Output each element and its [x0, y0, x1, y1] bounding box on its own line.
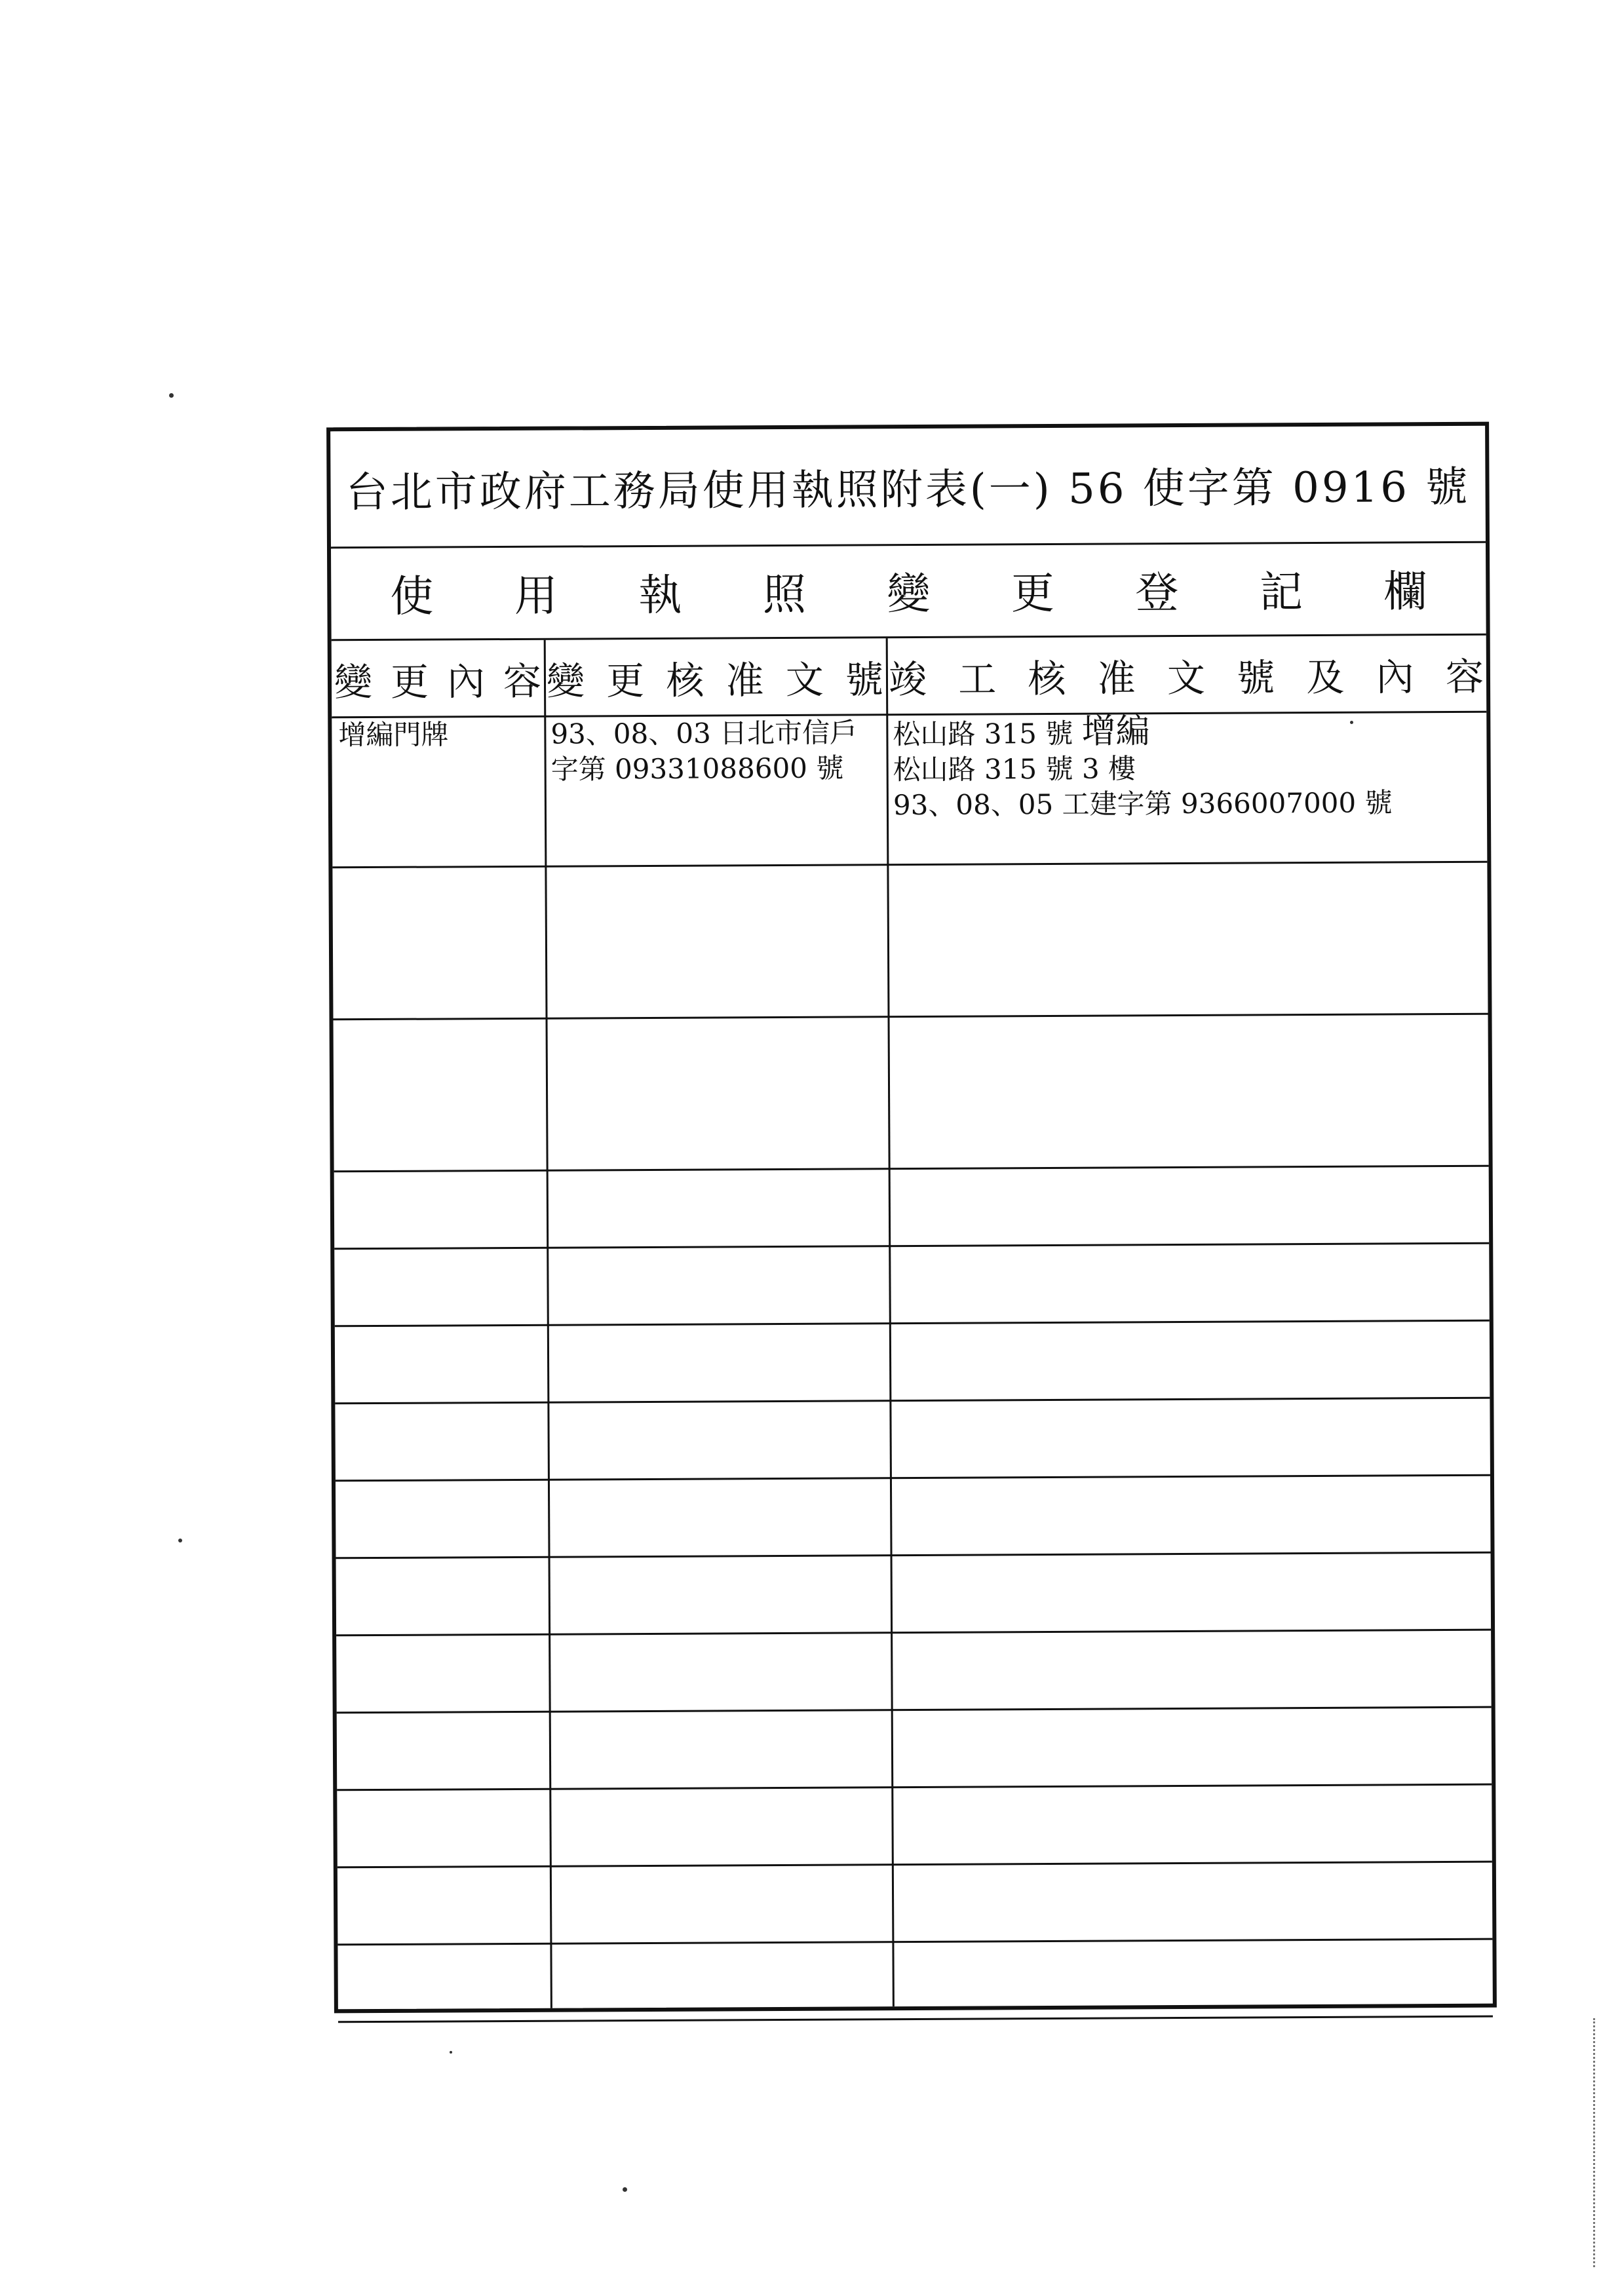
section-heading — [331, 541, 1486, 641]
header-char: 容 — [1445, 654, 1484, 699]
completion-action: 增編 — [1081, 712, 1150, 752]
section-char: 用 — [514, 570, 558, 621]
completion-approval-cell — [888, 1015, 1489, 1168]
completion-approval-cell — [889, 1244, 1490, 1322]
scan-speck — [450, 2051, 452, 2054]
table-row — [338, 2018, 1493, 2090]
header-char: 容 — [503, 659, 542, 704]
completion-line: 93、08、05 工建字第 9366007000 號 — [893, 786, 1393, 822]
scan-speck — [178, 1539, 182, 1542]
header-char: 文 — [1167, 655, 1206, 700]
change-content-cell — [338, 1945, 550, 2021]
section-char: 記 — [1259, 567, 1303, 618]
change-content-cell — [337, 1790, 550, 1867]
change-content-cell — [336, 1481, 549, 1558]
scan-speck — [169, 393, 174, 398]
header-char: 更 — [390, 659, 429, 704]
completion-approval-cell — [891, 1554, 1492, 1632]
table-row — [338, 1863, 1493, 1946]
header-char: 核 — [666, 658, 704, 703]
section-char: 照 — [762, 569, 807, 621]
table-row — [332, 863, 1488, 1021]
approval-number-cell — [547, 1324, 890, 1402]
change-content-cell — [336, 1636, 549, 1712]
table-row — [335, 1322, 1490, 1405]
approval-number-cell — [547, 1402, 890, 1479]
table-row — [336, 1554, 1492, 1637]
approval-number-cell — [550, 2020, 893, 2089]
approval-number-cell — [549, 1556, 891, 1634]
change-content-cell — [332, 868, 545, 1019]
header-char: 更 — [606, 658, 645, 703]
approval-number-cell — [547, 1170, 889, 1247]
header-char: 變 — [334, 659, 373, 704]
form-title: 台北市政府工務局使用執照附表(一) 56 使字第 0916 號 — [330, 426, 1486, 549]
change-content-cell — [334, 1172, 547, 1248]
completion-approval-cell — [887, 863, 1488, 1016]
table-row — [334, 1244, 1490, 1328]
change-content-cell — [334, 1020, 547, 1171]
section-char: 更 — [1011, 567, 1055, 619]
header-char: 竣 — [888, 657, 927, 702]
section-char: 欄 — [1383, 566, 1427, 617]
table-row — [337, 1786, 1492, 1869]
approval-number-cell — [549, 1788, 892, 1866]
table-row — [338, 1940, 1493, 2023]
approval-number-cell — [550, 1943, 893, 2020]
header-completion-approval — [886, 636, 1487, 714]
completion-line — [893, 712, 1480, 752]
completion-approval-cell — [889, 1322, 1490, 1400]
completion-line: 松山路 315 號 3 樓 — [893, 752, 1136, 786]
table-header-row — [332, 636, 1487, 719]
header-char: 變 — [546, 658, 585, 704]
table-row — [337, 1708, 1492, 1791]
section-char: 變 — [887, 568, 931, 620]
completion-approval-cell — [886, 711, 1487, 864]
completion-approval-cell — [892, 1863, 1493, 1941]
scan-speck — [1350, 721, 1353, 724]
header-char: 號 — [1236, 655, 1275, 700]
change-content-cell: 增編門牌 — [338, 718, 449, 752]
table-row — [336, 1631, 1492, 1714]
change-record-table — [332, 636, 1493, 2010]
completion-approval-cell — [891, 1631, 1492, 1709]
completion-approval-cell — [889, 1399, 1490, 1477]
section-char: 使 — [390, 571, 434, 622]
header-char: 核 — [1028, 656, 1066, 701]
header-char: 號 — [845, 657, 884, 702]
completion-approval-cell — [892, 1940, 1493, 2018]
header-char: 工 — [958, 656, 997, 702]
table-row — [336, 1476, 1491, 1559]
approval-number-cell — [548, 1479, 891, 1556]
table-row — [334, 1167, 1490, 1250]
header-char: 准 — [1097, 655, 1136, 701]
header-approval-number — [544, 638, 887, 716]
change-content-cell — [337, 1713, 550, 1789]
header-char: 內 — [1376, 654, 1414, 700]
usage-permit-form — [326, 422, 1497, 2014]
completion-address: 松山路 315 號 — [893, 717, 1082, 751]
completion-approval-cell — [891, 1708, 1492, 1786]
header-change-content — [332, 640, 545, 717]
approval-number-line: 字第 09331088600 號 — [550, 752, 844, 786]
change-content-cell — [335, 1326, 548, 1403]
header-char: 內 — [446, 659, 486, 704]
header-char: 文 — [785, 657, 824, 702]
table-row — [334, 1015, 1489, 1173]
approval-number-cell — [549, 1634, 891, 1711]
header-char: 及 — [1306, 655, 1345, 700]
approval-number-line: 93、08、03 日北市信戶 — [550, 716, 858, 750]
approval-number-cell — [546, 1018, 889, 1170]
completion-approval-cell — [893, 2018, 1493, 2087]
change-content-cell — [334, 1249, 547, 1326]
approval-number-cell — [549, 1711, 892, 1788]
completion-approval-cell — [890, 1476, 1491, 1554]
completion-approval-cell — [889, 1167, 1490, 1245]
scan-edge-mark — [1593, 2018, 1600, 2267]
change-content-cell — [335, 1404, 548, 1480]
scan-speck — [623, 2187, 627, 2192]
change-content-cell — [338, 1867, 550, 1944]
approval-number-cell — [550, 1866, 893, 1943]
section-char: 登 — [1135, 567, 1179, 619]
header-char: 准 — [725, 657, 764, 702]
change-content-cell — [336, 1558, 549, 1635]
table-row — [332, 711, 1487, 869]
approval-number-cell — [544, 714, 887, 866]
approval-number-cell — [545, 866, 887, 1018]
change-content-cell — [338, 2022, 550, 2090]
approval-number-cell — [547, 1247, 889, 1324]
table-row — [335, 1399, 1490, 1482]
section-char: 執 — [638, 569, 682, 621]
completion-approval-cell — [891, 1786, 1492, 1864]
